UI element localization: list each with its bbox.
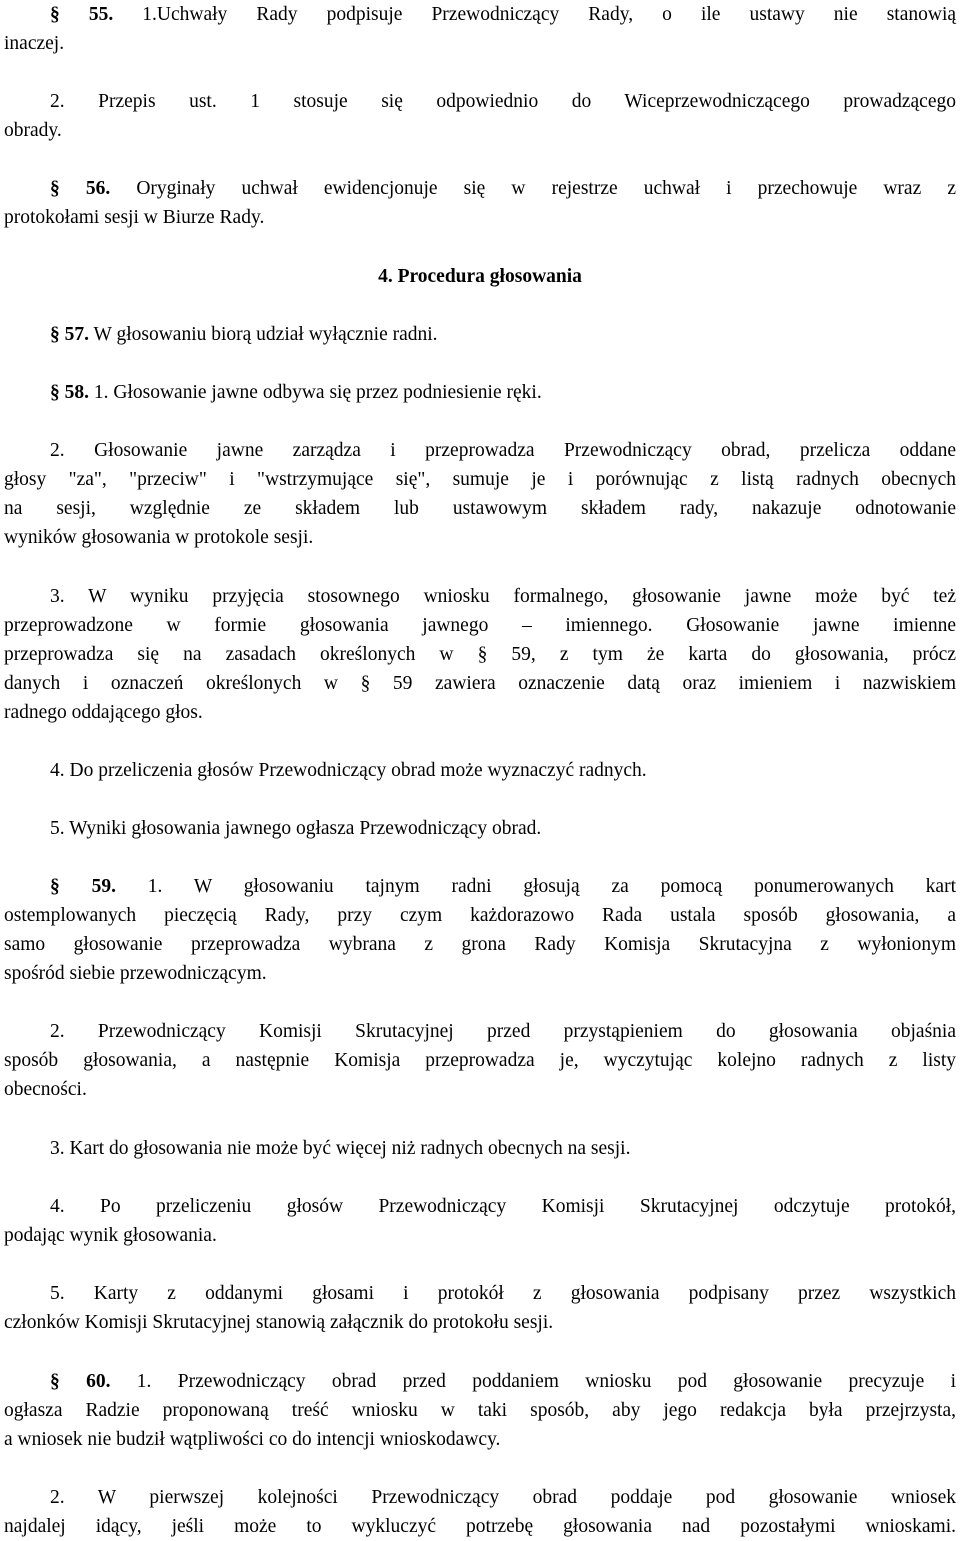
section-sign: § [477,644,488,665]
paragraph-59-2-line1: 2. Przewodniczący Komisji Skrutacyjnej przed przystąpieniem do głosowania objaśnia [50,1021,956,1042]
paragraph-56-line2: protokołami sesji w Biurze Rady. [4,207,265,228]
paragraph-58-3-line2: przeprowadzone w formie głosowania jawnego – imiennego. Głosowanie jawne imienne [4,615,956,636]
paragraph-58-4: 4. Do przeliczenia głosów Przewodniczący obrad może wyznaczyć radnych. [50,760,647,781]
paragraph-59-5-line2: członków Komisji Skrutacyjnej stanowią załącznik do protokołu sesji. [4,1312,554,1333]
paragraph-60-1-line3: a wniosek nie budził wątpliwości co do intencji wnioskodawcy. [4,1429,501,1450]
paragraph-58-2-line1: 2. Głosowanie jawne zarządza i przeprowadza Przewodniczący obrad, przelicza oddane [50,440,956,461]
paragraph-55-1-line2: inaczej. [4,33,65,54]
paragraph-number: 58. [64,382,89,403]
paragraph-55-1-line1: § 55. 1.Uchwały Rady podpisuje Przewodniczący Rady, o ile ustawy nie stanowią [50,4,957,25]
paragraph-number: 57. [64,324,89,345]
paragraph-59-2-line2: sposób głosowania, a następnie Komisja przeprowadza je, wyczytując kolejno radnych z listy [4,1050,956,1071]
paragraph-56-line1: § 56. Oryginały uchwał ewidencjonuje się w rejestrze uchwał i przechowuje wraz z [50,178,956,199]
paragraph-58-1: § 58. 1. Głosowanie jawne odbywa się przez podniesienie ręki. [50,382,542,403]
section-sign: § [360,673,371,694]
paragraph-58-2-line2: głosy "za", "przeciw" i "wstrzymujące się", sumuje je i porównując z listą radnych obecnych [4,469,956,490]
paragraph-number: 55. [88,4,114,25]
paragraph-number: 56. [85,178,111,199]
paragraph-60-2-line2: najdalej idący, jeśli może to wykluczyć potrzebę głosowania nad pozostałymi wnioskami. [4,1516,956,1537]
paragraph-55-2-line2: obrady. [4,120,62,141]
paragraph-59-4-line1: 4. Po przeliczeniu głosów Przewodniczący Komisji Skrutacyjnej odczytuje protokół, [50,1196,956,1217]
paragraph-58-5: 5. Wyniki głosowania jawnego ogłasza Przewodniczący obrad. [50,818,542,839]
paragraph-58-3-line1: 3. W wyniku przyjęcia stosownego wniosku formalnego, głosowanie jawne może być też [50,586,956,607]
section-sign: § [50,178,60,199]
paragraph-58-2-line3: na sesji, względnie ze składem lub ustawowym składem rady, nakazuje odnotowanie [4,498,956,519]
paragraph-58-3-line3: przeprowadza się na zasadach określonych w § 59, z tym że karta do głosowania, prócz [4,644,956,665]
paragraph-58-3-line5: radnego oddającego głos. [4,702,203,723]
paragraph-58-3-line4: danych i oznaczeń określonych w § 59 zawiera oznaczenie datą oraz imieniem i nazwiskiem [4,673,956,694]
paragraph-59-3: 3. Kart do głosowania nie może być więcej niż radnych obecnych na sesji. [50,1138,631,1159]
section-sign: § [50,1371,60,1392]
paragraph-59-1-line2: ostemplowanych pieczęcią Rady, przy czym każdorazowo Rada ustala sposób głosowania, a [4,905,956,926]
section-sign: § [50,4,60,25]
paragraph-59-4-line2: podając wynik głosowania. [4,1225,217,1246]
paragraph-60-2-line1: 2. W pierwszej kolejności Przewodniczący obrad poddaje pod głosowanie wniosek [50,1487,956,1508]
paragraph-60-1-line1: § 60. 1. Przewodniczący obrad przed poddaniem wniosku pod głosowanie precyzuje i [50,1371,956,1392]
section-sign: § [50,382,60,403]
paragraph-58-2-line4: wyników głosowania w protokole sesji. [4,527,314,548]
paragraph-60-1-line2: ogłasza Radzie proponowaną treść wniosku w taki sposób, aby jego redakcja była przejrzysta, [4,1400,956,1421]
section-heading: 4. Procedura głosowania [378,266,582,287]
paragraph-59-1-line3: samo głosowanie przeprowadza wybrana z grona Rady Komisja Skrutacyjna z wyłonionym [4,934,956,955]
paragraph-number: 59. [91,876,116,897]
paragraph-59-1-line1: § 59. 1. W głosowaniu tajnym radni głosują za pomocą ponumerowanych kart [50,876,957,897]
paragraph-59-5-line1: 5. Karty z oddanymi głosami i protokół z głosowania podpisany przez wszystkich [50,1283,956,1304]
paragraph-59-2-line3: obecności. [4,1079,87,1100]
section-sign: § [50,876,60,897]
paragraph-59-1-line4: spośród siebie przewodniczącym. [4,963,267,984]
paragraph-57: § 57. W głosowaniu biorą udział wyłącznie radni. [50,324,438,345]
paragraph-number: 60. [86,1371,111,1392]
section-sign: § [50,324,60,345]
paragraph-55-2-line1: 2. Przepis ust. 1 stosuje się odpowiednio do Wiceprzewodniczącego prowadzącego [50,91,956,112]
